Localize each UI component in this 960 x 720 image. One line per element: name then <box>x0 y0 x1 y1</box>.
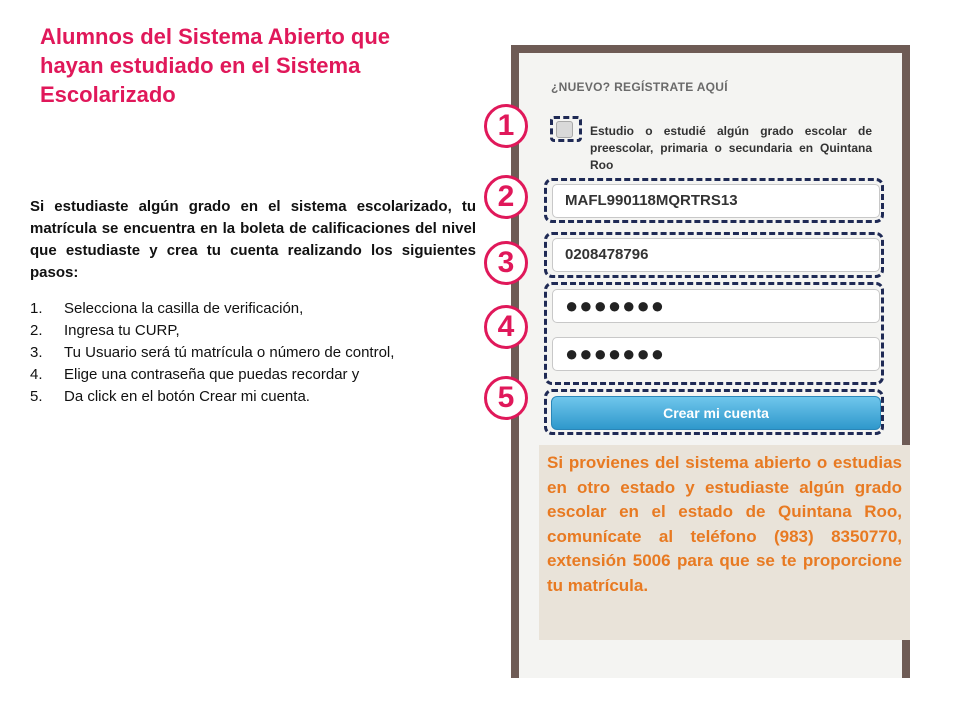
confirm-password-input[interactable]: ●●●●●●● <box>552 337 880 371</box>
step-number: 3. <box>30 344 43 361</box>
step-number: 1. <box>30 300 43 317</box>
intro-paragraph: Si estudiaste algún grado en el sistema escolarizado, tu matrícula se encuentra en la boleta de calificaciones del nivel que estudiaste y crea tu cuenta realizando los siguientes pasos: <box>30 198 476 281</box>
quintana-roo-checkbox[interactable] <box>556 121 573 138</box>
step-item <box>30 320 476 342</box>
step-badge: 1 <box>484 104 528 148</box>
step-item <box>30 342 476 364</box>
step-number: 2. <box>30 322 43 339</box>
step-text: Da click en el botón Crear mi cuenta. <box>64 388 310 405</box>
step-badge: 3 <box>484 241 528 285</box>
step-badge: 4 <box>484 305 528 349</box>
step-text: Elige una contraseña que puedas recordar y <box>64 366 360 383</box>
step-item <box>30 364 476 386</box>
page-title: Alumnos del Sistema Abierto que hayan estudiado en el Sistema Escolarizado <box>40 24 391 107</box>
step-text: Selecciona la casilla de verificación, <box>64 300 304 317</box>
steps-list <box>30 298 476 408</box>
registration-form <box>519 53 902 678</box>
create-account-button[interactable]: Crear mi cuenta <box>551 396 881 430</box>
matricula-input[interactable]: 0208478796 <box>552 238 880 272</box>
instructions <box>30 196 476 408</box>
step-number: 4. <box>30 366 43 383</box>
step-badge: 2 <box>484 175 528 219</box>
registration-screenshot <box>511 45 910 678</box>
step-item <box>30 298 476 320</box>
checkbox-label: Estudio o estudié algún grado escolar de preescolar, primaria o secundaria en Quintana Roo <box>590 124 872 172</box>
info-notice: Si provienes del sistema abierto o estudias en otro estado y estudiaste algún grado escolar en el estado de Quintana Roo, comunícate al teléfono (983) 8350770, extensión 5006 para que se te proporcione tu matrícula. <box>539 445 910 640</box>
step-number: 5. <box>30 388 43 405</box>
curp-input[interactable]: MAFL990118MQRTRS13 <box>552 184 880 218</box>
step-text: Ingresa tu CURP, <box>64 322 180 339</box>
step-item <box>30 386 476 408</box>
step-badge: 5 <box>484 376 528 420</box>
step-text: Tu Usuario será tú matrícula o número de control, <box>64 344 395 361</box>
form-header: ¿NUEVO? REGÍSTRATE AQUÍ <box>551 80 728 94</box>
password-input[interactable]: ●●●●●●● <box>552 289 880 323</box>
